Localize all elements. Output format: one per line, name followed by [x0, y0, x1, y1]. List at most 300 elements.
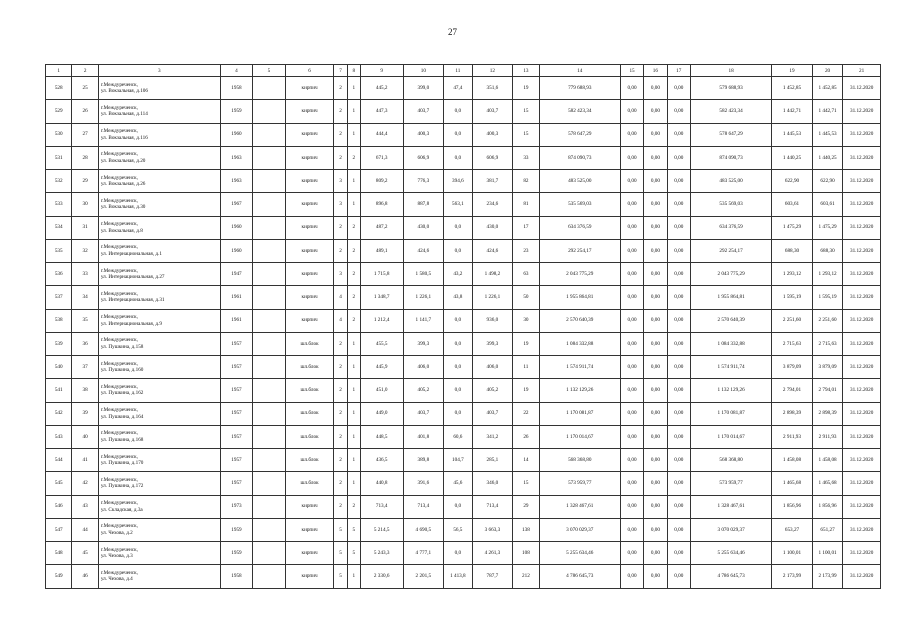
table-cell-col-13: 14 [513, 449, 539, 472]
address-city: г.Междуреченск, [100, 407, 138, 414]
table-cell-col-11: 47,4 [444, 77, 472, 100]
table-cell-col-7: 2 [334, 356, 347, 379]
table-cell-col-20: 1 293,12 [812, 263, 842, 286]
housing-registry-table [45, 64, 881, 589]
table-cell-col-21: 31.12.2020 [843, 518, 881, 541]
table-cell-col-13: 15 [513, 472, 539, 495]
table-cell-col-17: 0,00 [667, 542, 690, 565]
table-cell-col-19: 2 173,99 [772, 565, 813, 588]
table-cell-col-19: 1 465,68 [772, 472, 813, 495]
table-cell-col-1: 544 [46, 449, 72, 472]
table-cell-col-17: 0,00 [667, 216, 690, 239]
table-cell-col-12: 346,0 [472, 472, 513, 495]
table-cell-col-4: 1963 [220, 170, 253, 193]
table-cell-col-8: 1 [347, 565, 360, 588]
table-cell-col-4: 1957 [220, 402, 253, 425]
table-cell-col-6: кирпич [285, 518, 334, 541]
table-cell-col-19: 1 452,85 [772, 77, 813, 100]
table-cell-col-1: 535 [46, 239, 72, 262]
table-cell-col-18: 1 170 014,67 [690, 425, 771, 448]
table-cell-col-18: 582 423,34 [690, 100, 771, 123]
table-cell-col-15: 0,00 [620, 216, 643, 239]
address-city: г.Междуреченск, [100, 151, 138, 158]
table-row [46, 77, 881, 100]
address-street: ул. Интернациональная, д.1 [100, 250, 162, 257]
table-cell-col-9: 5 214,5 [360, 518, 403, 541]
table-cell-col-5 [253, 332, 286, 355]
table-cell-col-10: 430,0 [403, 216, 444, 239]
table-cell-col-16: 0,00 [644, 565, 667, 588]
address-city: г.Междуреченск, [100, 104, 138, 111]
address-city: г.Междуреченск, [100, 128, 138, 135]
table-cell-col-14: 1 084 332,88 [539, 332, 620, 355]
table-cell-col-4: 1957 [220, 332, 253, 355]
table-cell-col-12: 713,4 [472, 495, 513, 518]
table-cell-col-8: 5 [347, 542, 360, 565]
address-cell [98, 542, 220, 565]
table-cell-col-1: 542 [46, 402, 72, 425]
table-cell-col-18: 2 570 640,39 [690, 309, 771, 332]
address-city: г.Междуреченск, [100, 430, 138, 437]
table-cell-col-8: 2 [347, 495, 360, 518]
table-cell-col-5 [253, 286, 286, 309]
table-cell-col-6: кирпич [285, 309, 334, 332]
address-city: г.Междуреченск, [100, 337, 138, 344]
address-cell [98, 356, 220, 379]
table-cell-col-4: 1957 [220, 379, 253, 402]
address-street: ул. Складская, д.3а [100, 506, 143, 513]
column-number-cell: 7 [334, 65, 347, 77]
table-row [46, 170, 881, 193]
table-cell-col-6: шл.блок [285, 402, 334, 425]
table-cell-col-15: 0,00 [620, 495, 643, 518]
table-cell-col-15: 0,00 [620, 565, 643, 588]
table-cell-col-13: 50 [513, 286, 539, 309]
table-cell-col-16: 0,00 [644, 472, 667, 495]
table-cell-col-17: 0,00 [667, 309, 690, 332]
table-cell-col-1: 549 [46, 565, 72, 588]
table-cell-col-15: 0,00 [620, 146, 643, 169]
table-cell-col-10: 1 226,1 [403, 286, 444, 309]
table-cell-col-4: 1973 [220, 495, 253, 518]
table-cell-col-18: 5 255 634,46 [690, 542, 771, 565]
table-cell-col-21: 31.12.2020 [843, 449, 881, 472]
table-cell-col-8: 2 [347, 309, 360, 332]
table-cell-col-17: 0,00 [667, 379, 690, 402]
table-cell-col-9: 713,4 [360, 495, 403, 518]
table-cell-col-10: 606,9 [403, 146, 444, 169]
table-cell-col-1: 536 [46, 263, 72, 286]
table-cell-col-4: 1967 [220, 193, 253, 216]
address-cell [98, 146, 220, 169]
table-cell-col-20: 622,90 [812, 170, 842, 193]
table-cell-col-11: 56,5 [444, 518, 472, 541]
table-cell-col-2: 29 [72, 170, 98, 193]
table-cell-col-10: 403,7 [403, 402, 444, 425]
address-city: г.Междуреченск, [100, 546, 138, 553]
table-cell-col-13: 29 [513, 495, 539, 518]
table-cell-col-7: 4 [334, 286, 347, 309]
table-cell-col-12: 400,3 [472, 123, 513, 146]
table-cell-col-16: 0,00 [644, 402, 667, 425]
table-cell-col-14: 2 043 775,29 [539, 263, 620, 286]
table-row [46, 402, 881, 425]
table-cell-col-15: 0,00 [620, 402, 643, 425]
table-cell-col-6: кирпич [285, 286, 334, 309]
table-cell-col-1: 532 [46, 170, 72, 193]
table-cell-col-15: 0,00 [620, 77, 643, 100]
table-cell-col-6: кирпич [285, 495, 334, 518]
table-cell-col-15: 0,00 [620, 239, 643, 262]
table-cell-col-15: 0,00 [620, 170, 643, 193]
table-cell-col-4: 1959 [220, 100, 253, 123]
table-cell-col-14: 1 132 129,26 [539, 379, 620, 402]
table-cell-col-4: 1963 [220, 146, 253, 169]
table-cell-col-7: 3 [334, 170, 347, 193]
table-cell-col-10: 400,3 [403, 123, 444, 146]
table-cell-col-8: 1 [347, 170, 360, 193]
table-cell-col-21: 31.12.2020 [843, 123, 881, 146]
table-cell-col-1: 534 [46, 216, 72, 239]
table-cell-col-16: 0,00 [644, 77, 667, 100]
table-cell-col-19: 2 251,60 [772, 309, 813, 332]
table-cell-col-14: 634 376,59 [539, 216, 620, 239]
table-cell-col-17: 0,00 [667, 565, 690, 588]
table-cell-col-4: 1961 [220, 286, 253, 309]
table-row [46, 239, 881, 262]
table-cell-col-20: 1 595,19 [812, 286, 842, 309]
table-cell-col-8: 1 [347, 402, 360, 425]
table-row [46, 332, 881, 355]
table-cell-col-9: 444,4 [360, 123, 403, 146]
table-cell-col-5 [253, 356, 286, 379]
column-number-cell: 6 [285, 65, 334, 77]
table-cell-col-1: 533 [46, 193, 72, 216]
column-number-cell: 17 [667, 65, 690, 77]
address-city: г.Междуреченск, [100, 453, 138, 460]
address-cell [98, 123, 220, 146]
table-cell-col-16: 0,00 [644, 216, 667, 239]
table-cell-col-15: 0,00 [620, 332, 643, 355]
table-row [46, 216, 881, 239]
table-cell-col-19: 1 293,12 [772, 263, 813, 286]
table-cell-col-2: 31 [72, 216, 98, 239]
table-cell-col-14: 1 328 467,61 [539, 495, 620, 518]
table-cell-col-10: 406,0 [403, 356, 444, 379]
table-cell-col-21: 31.12.2020 [843, 356, 881, 379]
table-cell-col-6: шл.блок [285, 356, 334, 379]
column-number-cell: 11 [444, 65, 472, 77]
address-city: г.Междуреченск, [100, 267, 138, 274]
address-cell [98, 449, 220, 472]
table-cell-col-5 [253, 309, 286, 332]
column-number-cell: 12 [472, 65, 513, 77]
table-cell-col-14: 3 070 029,37 [539, 518, 620, 541]
table-cell-col-14: 573 959,77 [539, 472, 620, 495]
table-cell-col-16: 0,00 [644, 332, 667, 355]
table-cell-col-21: 31.12.2020 [843, 239, 881, 262]
table-cell-col-4: 1957 [220, 356, 253, 379]
table-cell-col-20: 2 794,01 [812, 379, 842, 402]
table-cell-col-9: 489,1 [360, 239, 403, 262]
table-cell-col-17: 0,00 [667, 286, 690, 309]
table-cell-col-9: 449,0 [360, 402, 403, 425]
table-cell-col-6: кирпич [285, 239, 334, 262]
address-street: ул. Пушкина, д.162 [100, 390, 144, 397]
table-cell-col-8: 5 [347, 518, 360, 541]
table-cell-col-8: 1 [347, 100, 360, 123]
address-city: г.Междуреченск, [100, 569, 138, 576]
table-cell-col-19: 2 715,63 [772, 332, 813, 355]
table-cell-col-7: 2 [334, 379, 347, 402]
table-cell-col-19: 603,61 [772, 193, 813, 216]
table-cell-col-21: 31.12.2020 [843, 146, 881, 169]
table-cell-col-12: 351,6 [472, 77, 513, 100]
table-cell-col-13: 26 [513, 425, 539, 448]
table-cell-col-5 [253, 565, 286, 588]
table-cell-col-7: 2 [334, 402, 347, 425]
table-cell-col-2: 30 [72, 193, 98, 216]
address-city: г.Междуреченск, [100, 523, 138, 530]
column-number-cell: 14 [539, 65, 620, 77]
table-cell-col-7: 3 [334, 193, 347, 216]
table-cell-col-16: 0,00 [644, 356, 667, 379]
table-cell-col-14: 535 569,03 [539, 193, 620, 216]
table-cell-col-5 [253, 542, 286, 565]
column-number-cell: 5 [253, 65, 286, 77]
table-cell-col-15: 0,00 [620, 309, 643, 332]
table-cell-col-8: 2 [347, 239, 360, 262]
table-cell-col-20: 1 440,25 [812, 146, 842, 169]
table-cell-col-17: 0,00 [667, 170, 690, 193]
table-cell-col-13: 17 [513, 216, 539, 239]
table-cell-col-9: 447,3 [360, 100, 403, 123]
table-cell-col-2: 38 [72, 379, 98, 402]
table-cell-col-7: 5 [334, 565, 347, 588]
table-cell-col-9: 809,2 [360, 170, 403, 193]
table-cell-col-5 [253, 193, 286, 216]
table-cell-col-7: 2 [334, 100, 347, 123]
table-cell-col-18: 1 955 864,81 [690, 286, 771, 309]
table-cell-col-5 [253, 100, 286, 123]
table-cell-col-8: 2 [347, 286, 360, 309]
table-cell-col-2: 35 [72, 309, 98, 332]
table-cell-col-7: 4 [334, 309, 347, 332]
table-cell-col-5 [253, 402, 286, 425]
page-number: 27 [448, 27, 457, 37]
table-cell-col-12: 606,9 [472, 146, 513, 169]
table-cell-col-1: 531 [46, 146, 72, 169]
table-cell-col-16: 0,00 [644, 146, 667, 169]
table-cell-col-9: 2 330,6 [360, 565, 403, 588]
table-cell-col-10: 424,6 [403, 239, 444, 262]
table-cell-col-4: 1959 [220, 542, 253, 565]
table-cell-col-18: 1 328 467,61 [690, 495, 771, 518]
table-cell-col-19: 3 879,09 [772, 356, 813, 379]
table-cell-col-14: 578 647,29 [539, 123, 620, 146]
table-cell-col-8: 1 [347, 77, 360, 100]
table-cell-col-16: 0,00 [644, 123, 667, 146]
table-cell-col-9: 487,2 [360, 216, 403, 239]
table-row [46, 100, 881, 123]
table-cell-col-7: 5 [334, 518, 347, 541]
table-cell-col-13: 11 [513, 356, 539, 379]
table-cell-col-10: 776,3 [403, 170, 444, 193]
table-cell-col-11: 0,0 [444, 216, 472, 239]
table-cell-col-17: 0,00 [667, 518, 690, 541]
address-cell [98, 100, 220, 123]
table-cell-col-18: 1 170 081,87 [690, 402, 771, 425]
table-row [46, 425, 881, 448]
table-cell-col-14: 568 368,80 [539, 449, 620, 472]
table-cell-col-15: 0,00 [620, 263, 643, 286]
table-cell-col-1: 539 [46, 332, 72, 355]
table-cell-col-7: 5 [334, 542, 347, 565]
table-row [46, 263, 881, 286]
column-number-cell: 2 [72, 65, 98, 77]
table-cell-col-13: 19 [513, 332, 539, 355]
table-cell-col-13: 108 [513, 542, 539, 565]
address-city: г.Междуреченск, [100, 476, 138, 483]
table-cell-col-20: 3 879,09 [812, 356, 842, 379]
address-street: ул. Пушкина, д.160 [100, 367, 144, 374]
table-cell-col-7: 2 [334, 425, 347, 448]
address-city: г.Междуреченск, [100, 221, 138, 228]
table-cell-col-9: 436,5 [360, 449, 403, 472]
table-cell-col-2: 26 [72, 100, 98, 123]
column-number-cell: 16 [644, 65, 667, 77]
table-cell-col-1: 528 [46, 77, 72, 100]
table-cell-col-8: 1 [347, 379, 360, 402]
table-cell-col-8: 2 [347, 263, 360, 286]
table-cell-col-20: 603,61 [812, 193, 842, 216]
table-cell-col-20: 1 452,85 [812, 77, 842, 100]
table-cell-col-13: 138 [513, 518, 539, 541]
table-cell-col-4: 1960 [220, 123, 253, 146]
table-cell-col-18: 874 090,73 [690, 146, 771, 169]
table-cell-col-20: 1 475,29 [812, 216, 842, 239]
table-cell-col-6: кирпич [285, 263, 334, 286]
column-number-cell: 21 [843, 65, 881, 77]
table-cell-col-5 [253, 449, 286, 472]
table-cell-col-10: 1 141,7 [403, 309, 444, 332]
table-cell-col-2: 39 [72, 402, 98, 425]
table-cell-col-17: 0,00 [667, 356, 690, 379]
table-cell-col-7: 2 [334, 123, 347, 146]
address-cell [98, 518, 220, 541]
table-cell-col-20: 1 465,68 [812, 472, 842, 495]
address-cell [98, 309, 220, 332]
table-cell-col-17: 0,00 [667, 100, 690, 123]
table-cell-col-17: 0,00 [667, 402, 690, 425]
table-cell-col-11: 1 413,8 [444, 565, 472, 588]
column-number-row [46, 65, 881, 77]
table-cell-col-17: 0,00 [667, 239, 690, 262]
table-cell-col-6: кирпич [285, 565, 334, 588]
column-number-cell: 9 [360, 65, 403, 77]
table-cell-col-20: 2 898,39 [812, 402, 842, 425]
table-row [46, 565, 881, 588]
table-cell-col-10: 391,6 [403, 472, 444, 495]
table-cell-col-20: 1 445,53 [812, 123, 842, 146]
table-cell-col-19: 1 100,01 [772, 542, 813, 565]
table-cell-col-21: 31.12.2020 [843, 332, 881, 355]
address-city: г.Междуреченск, [100, 197, 138, 204]
table-cell-col-2: 44 [72, 518, 98, 541]
table-cell-col-20: 1 458,08 [812, 449, 842, 472]
table-cell-col-7: 2 [334, 216, 347, 239]
table-cell-col-15: 0,00 [620, 449, 643, 472]
table-cell-col-8: 2 [347, 146, 360, 169]
table-cell-col-18: 634 376,59 [690, 216, 771, 239]
table-cell-col-18: 535 569,03 [690, 193, 771, 216]
table-cell-col-15: 0,00 [620, 123, 643, 146]
table-cell-col-18: 1 084 332,88 [690, 332, 771, 355]
table-cell-col-17: 0,00 [667, 193, 690, 216]
table-cell-col-1: 537 [46, 286, 72, 309]
table-cell-col-1: 530 [46, 123, 72, 146]
table-cell-col-5 [253, 379, 286, 402]
table-cell-col-10: 4 690,5 [403, 518, 444, 541]
table-cell-col-10: 399,0 [403, 77, 444, 100]
table-cell-col-21: 31.12.2020 [843, 286, 881, 309]
table-cell-col-13: 33 [513, 146, 539, 169]
table-cell-col-4: 1958 [220, 77, 253, 100]
table-cell-col-17: 0,00 [667, 263, 690, 286]
table-cell-col-19: 1 595,19 [772, 286, 813, 309]
table-row [46, 495, 881, 518]
table-cell-col-13: 15 [513, 100, 539, 123]
table-cell-col-5 [253, 216, 286, 239]
table-cell-col-12: 430,0 [472, 216, 513, 239]
table-cell-col-13: 15 [513, 123, 539, 146]
table-cell-col-11: 43,2 [444, 263, 472, 286]
address-street: ул. Вокзальная, д.114 [100, 111, 148, 118]
table-cell-col-19: 1 442,71 [772, 100, 813, 123]
table-cell-col-21: 31.12.2020 [843, 309, 881, 332]
table-cell-col-11: 0,0 [444, 123, 472, 146]
table-cell-col-2: 46 [72, 565, 98, 588]
table-cell-col-11: 0,0 [444, 402, 472, 425]
table-cell-col-4: 1957 [220, 425, 253, 448]
table-cell-col-12: 285,1 [472, 449, 513, 472]
table-cell-col-1: 547 [46, 518, 72, 541]
table-cell-col-13: 30 [513, 309, 539, 332]
table-cell-col-11: 0,0 [444, 146, 472, 169]
table-cell-col-6: кирпич [285, 77, 334, 100]
table-cell-col-11: 563,1 [444, 193, 472, 216]
table-cell-col-4: 1957 [220, 472, 253, 495]
address-city: г.Междуреченск, [100, 314, 138, 321]
table-cell-col-14: 1 574 911,74 [539, 356, 620, 379]
table-cell-col-5 [253, 77, 286, 100]
table-cell-col-1: 546 [46, 495, 72, 518]
table-cell-col-5 [253, 472, 286, 495]
table-cell-col-12: 341,2 [472, 425, 513, 448]
table-cell-col-9: 440,8 [360, 472, 403, 495]
table-cell-col-8: 1 [347, 193, 360, 216]
table-cell-col-15: 0,00 [620, 193, 643, 216]
table-cell-col-14: 1 170 014,67 [539, 425, 620, 448]
table-cell-col-10: 389,8 [403, 449, 444, 472]
table-cell-col-2: 45 [72, 542, 98, 565]
column-number-cell: 10 [403, 65, 444, 77]
address-cell [98, 495, 220, 518]
table-row [46, 356, 881, 379]
address-cell [98, 263, 220, 286]
column-number-cell: 4 [220, 65, 253, 77]
address-city: г.Междуреченск, [100, 174, 138, 181]
